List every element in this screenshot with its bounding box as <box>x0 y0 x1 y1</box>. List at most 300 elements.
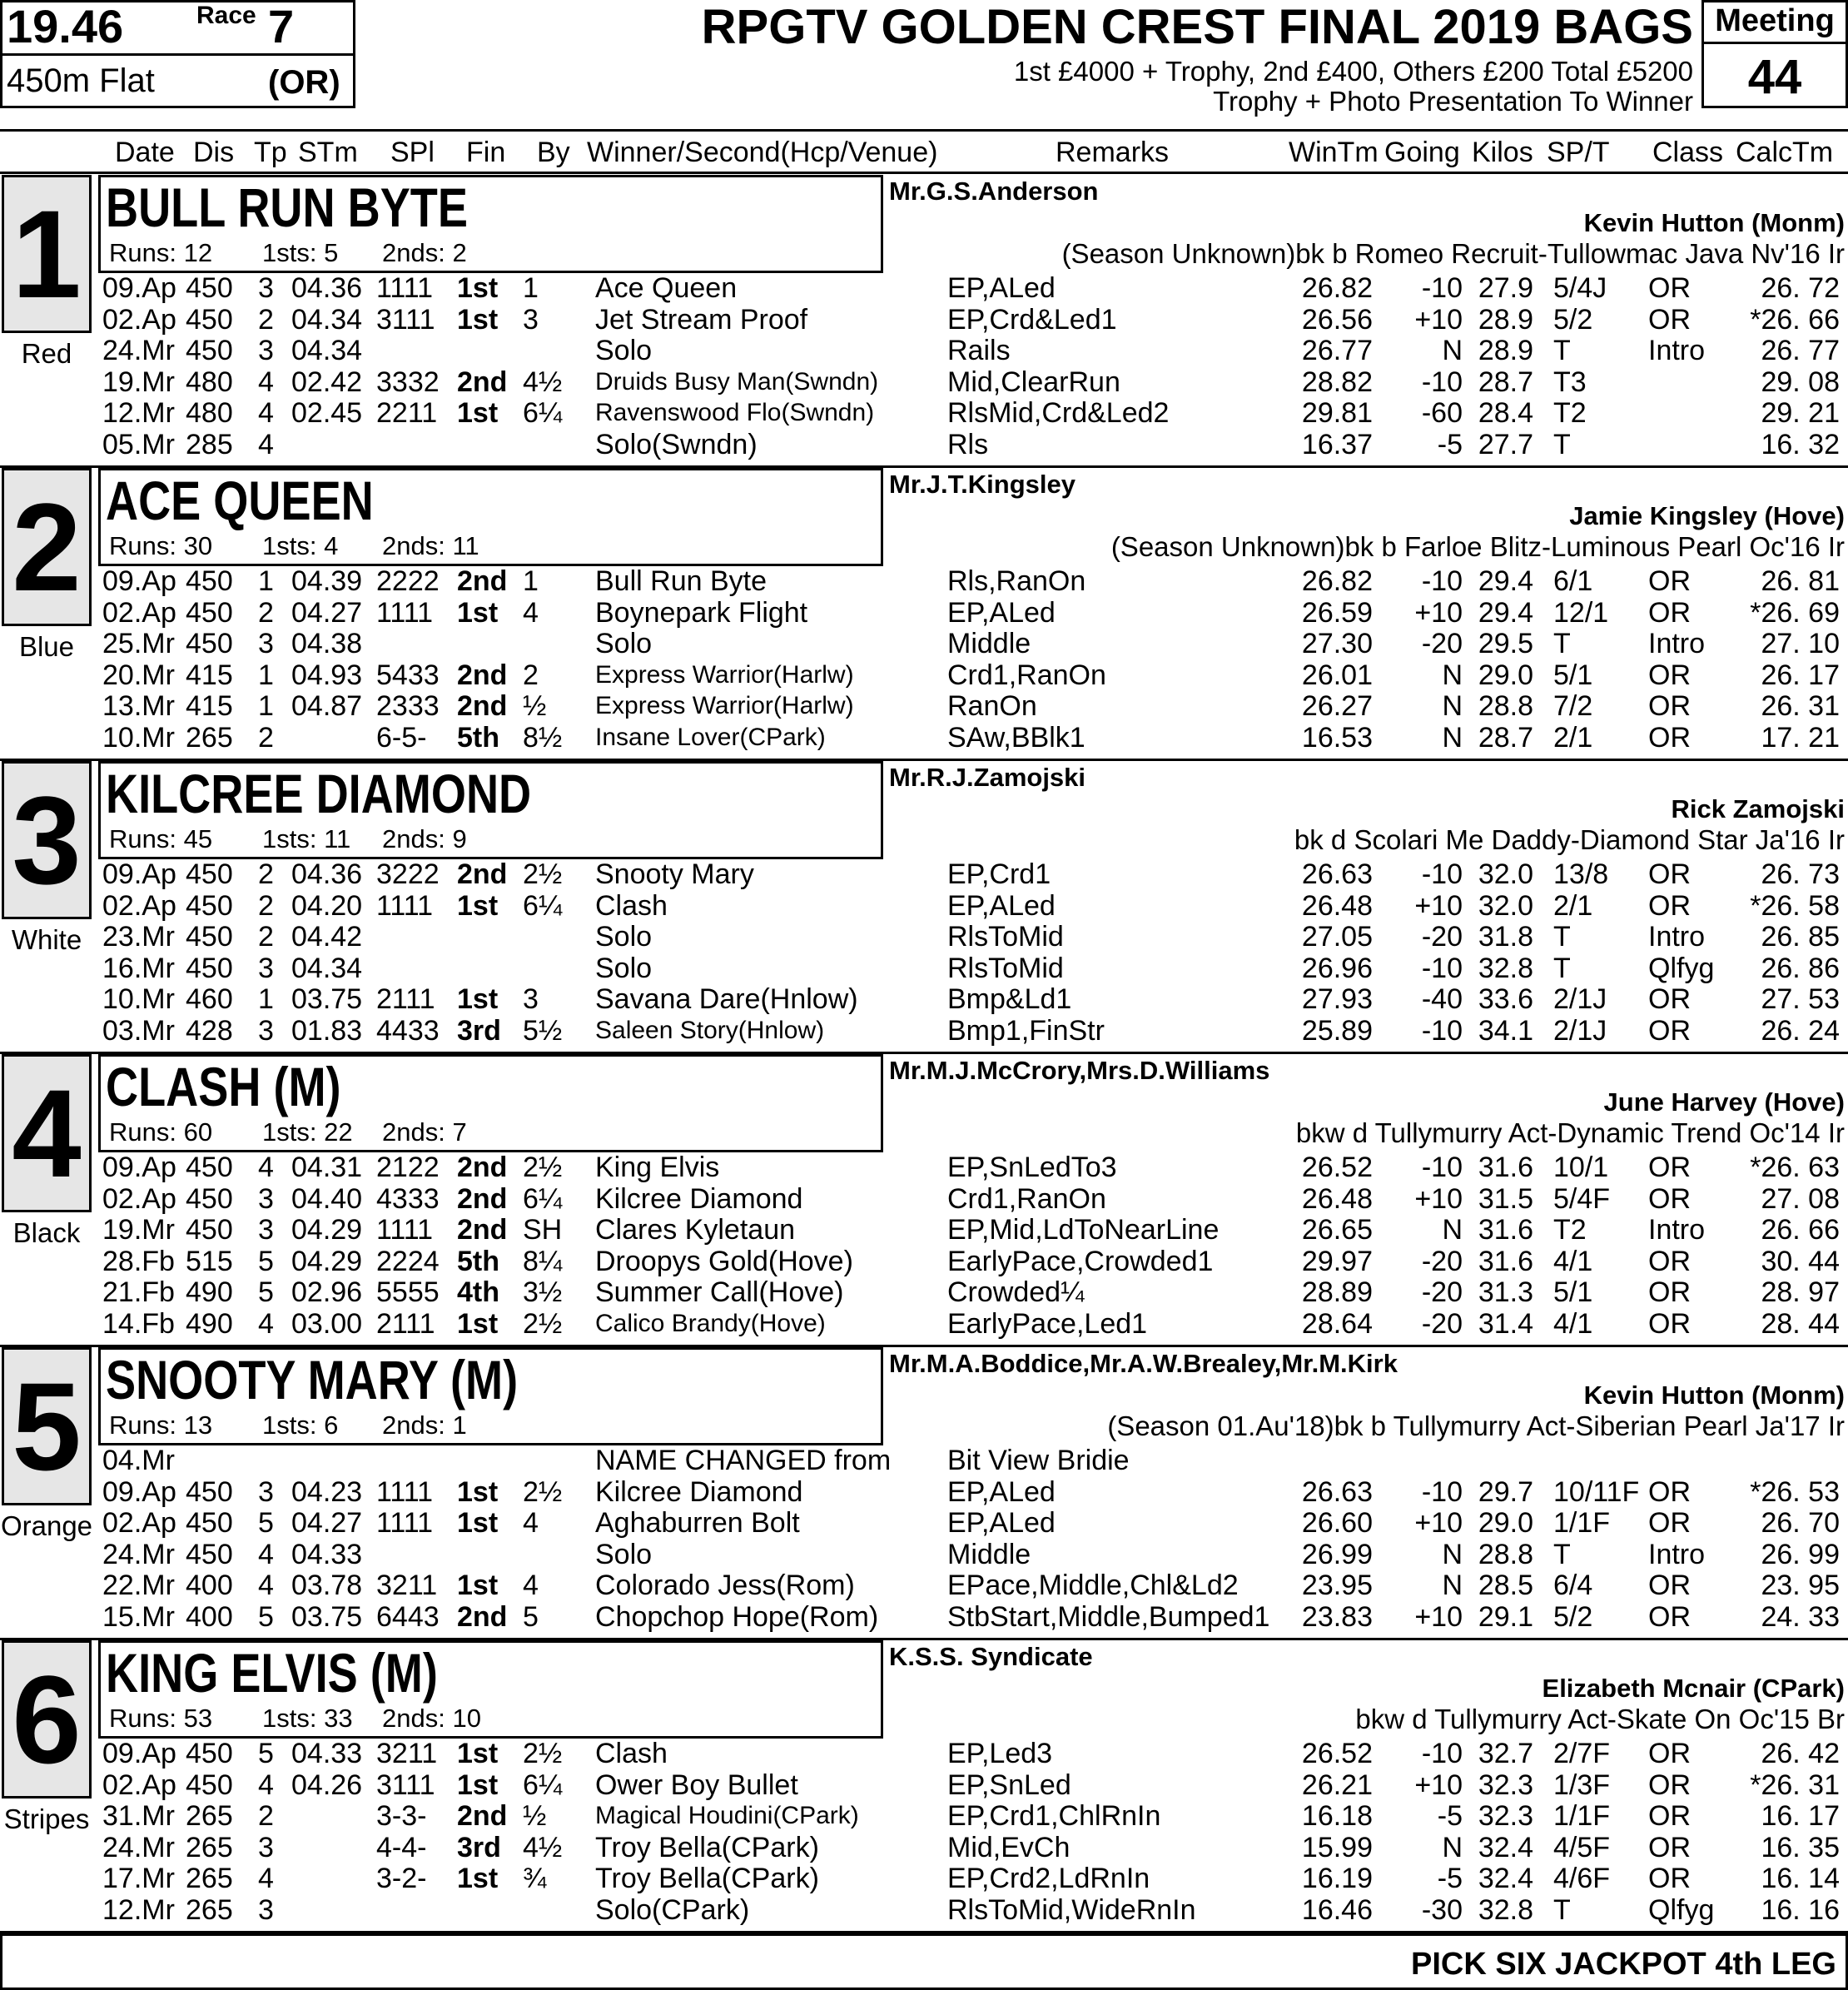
form-going: -10 <box>1421 858 1463 890</box>
form-date: 24.Mr <box>102 1538 175 1570</box>
form-class: OR <box>1648 1831 1691 1863</box>
form-remarks: EP,ALed <box>947 1507 1056 1540</box>
col-date: Date <box>115 137 175 168</box>
form-by: 2½ <box>523 858 563 890</box>
form-remarks: RanOn <box>947 690 1037 723</box>
trap-color: Blue <box>18 631 75 662</box>
form-row <box>0 953 1848 984</box>
form-by: 3½ <box>523 1276 563 1309</box>
form-calctm: *26. 31 <box>1750 1769 1840 1801</box>
form-tp: 5 <box>258 1601 274 1633</box>
form-kilos: 32.0 <box>1478 858 1533 890</box>
form-by: 3 <box>523 303 539 336</box>
form-stm: 04.40 <box>291 1182 363 1215</box>
form-tp: 1 <box>258 690 274 723</box>
form-dis: 450 <box>186 1769 233 1801</box>
form-spt: 7/2 <box>1553 690 1593 723</box>
form-wintm: 27.30 <box>1301 628 1373 660</box>
form-tp: 5 <box>258 1738 274 1769</box>
form-tp: 4 <box>258 1570 274 1602</box>
form-spt: 4/1 <box>1553 1308 1593 1340</box>
form-going: N <box>1442 1214 1463 1246</box>
form-winner: Ace Queen <box>595 272 738 304</box>
form-spt: 5/4J <box>1553 272 1607 304</box>
form-spl: 3-3- <box>376 1800 427 1833</box>
form-dis: 490 <box>186 1308 233 1340</box>
form-wintm: 26.52 <box>1301 1152 1373 1183</box>
form-wintm: 26.27 <box>1301 690 1373 723</box>
form-dis: 265 <box>186 1800 233 1833</box>
form-row <box>0 1214 1848 1246</box>
form-class: OR <box>1648 1738 1691 1769</box>
col-dis: Dis <box>193 137 235 168</box>
form-going: N <box>1442 722 1463 754</box>
form-dis: 450 <box>186 596 233 629</box>
form-fin: 1st <box>457 1308 499 1340</box>
form-spt: 12/1 <box>1553 596 1609 629</box>
presentation-note: Trophy + Photo Presentation To Winner <box>1213 86 1693 117</box>
race-info-divider <box>0 53 355 56</box>
form-calctm: 28. 97 <box>1761 1276 1840 1309</box>
form-going: -10 <box>1421 565 1463 597</box>
form-dis: 450 <box>186 628 233 660</box>
form-wintm: 26.59 <box>1301 596 1373 629</box>
form-dis: 450 <box>186 1538 233 1570</box>
form-row <box>0 1276 1848 1308</box>
form-spt: T3 <box>1553 366 1587 398</box>
form-dis: 450 <box>186 858 233 890</box>
form-spt: 1/1F <box>1553 1800 1611 1833</box>
form-fin: 1st <box>457 1570 499 1602</box>
form-date: 12.Mr <box>102 397 175 430</box>
form-kilos: 28.8 <box>1478 690 1533 723</box>
form-tp: 1 <box>258 659 274 691</box>
note-text: NAME CHANGED from <box>595 1445 892 1476</box>
form-dis: 450 <box>186 1214 233 1246</box>
form-winner: Solo <box>595 952 653 984</box>
seconds-count: 2nds: 11 <box>382 531 479 560</box>
form-spt: 5/2 <box>1553 303 1593 336</box>
owner-name: Mr.M.A.Boddice,Mr.A.W.Brealey,Mr.M.Kirk <box>889 1349 1398 1378</box>
form-going: -20 <box>1421 1308 1463 1340</box>
form-row <box>0 983 1848 1015</box>
form-spl: 4333 <box>376 1182 440 1215</box>
form-row <box>0 597 1848 629</box>
form-kilos: 31.6 <box>1478 1152 1533 1183</box>
form-kilos: 32.3 <box>1478 1769 1533 1801</box>
form-date: 02.Ap <box>102 1507 176 1540</box>
col-stm: STm <box>298 137 358 168</box>
trainer-name: Elizabeth Mcnair (CPark) <box>1542 1674 1845 1703</box>
form-calctm: 27. 08 <box>1761 1182 1840 1215</box>
form-by: 6¼ <box>523 889 563 922</box>
form-calctm: 26. 81 <box>1761 565 1840 597</box>
form-kilos: 29.1 <box>1478 1601 1533 1633</box>
form-dis: 450 <box>186 889 233 922</box>
form-date: 09.Ap <box>102 565 176 597</box>
form-row <box>0 1476 1848 1508</box>
form-calctm: *26. 53 <box>1750 1475 1840 1508</box>
form-row <box>0 1863 1848 1894</box>
form-dis: 265 <box>186 722 233 754</box>
form-row <box>0 1308 1848 1340</box>
form-stm: 04.34 <box>291 335 363 367</box>
form-stm: 03.00 <box>291 1308 363 1340</box>
form-winner: Droopys Gold(Hove) <box>595 1245 853 1277</box>
form-dis: 415 <box>186 659 233 691</box>
form-stm: 04.39 <box>291 565 363 597</box>
form-going: -20 <box>1421 1245 1463 1277</box>
form-winner: Kilcree Diamond <box>595 1475 803 1508</box>
form-fin: 2nd <box>457 1152 508 1183</box>
form-remarks: SAw,BBlk1 <box>947 722 1085 754</box>
form-wintm: 26.52 <box>1301 1738 1373 1769</box>
col-winner: Winner/Second(Hcp/Venue) <box>587 137 938 168</box>
form-by: 2½ <box>523 1738 563 1769</box>
dog-name: CLASH (M) <box>106 1056 341 1117</box>
form-by: ½ <box>523 1800 547 1833</box>
form-tp: 3 <box>258 1182 274 1215</box>
form-dis: 450 <box>186 921 233 953</box>
form-class: OR <box>1648 596 1691 629</box>
form-calctm: 26. 99 <box>1761 1538 1840 1570</box>
form-class: OR <box>1648 1507 1691 1540</box>
form-going: -40 <box>1421 983 1463 1016</box>
form-row <box>0 565 1848 597</box>
form-calctm: 16. 17 <box>1761 1800 1840 1833</box>
form-remarks: RlsToMid,WideRnIn <box>947 1894 1196 1926</box>
form-by: 1 <box>523 565 539 597</box>
col-class: Class <box>1652 137 1724 168</box>
form-stm: 04.29 <box>291 1245 363 1277</box>
form-wintm: 26.56 <box>1301 303 1373 336</box>
form-row <box>0 921 1848 953</box>
form-spl: 1111 <box>376 1507 434 1540</box>
form-calctm: 27. 10 <box>1761 628 1840 660</box>
form-date: 21.Fb <box>102 1276 175 1309</box>
form-spt: 6/1 <box>1553 565 1593 597</box>
form-fin: 1st <box>457 1738 499 1769</box>
form-remarks: EP,SnLed <box>947 1769 1071 1801</box>
trap-number: 1 <box>2 175 92 333</box>
form-remarks: RlsToMid <box>947 921 1064 953</box>
form-wintm: 26.82 <box>1301 565 1373 597</box>
form-calctm: *26. 69 <box>1750 596 1840 629</box>
form-spt: 1/1F <box>1553 1507 1611 1540</box>
form-row <box>0 1800 1848 1832</box>
form-tp: 2 <box>258 1800 274 1833</box>
form-going: N <box>1442 1570 1463 1602</box>
form-winner: Troy Bella(CPark) <box>595 1863 819 1895</box>
form-spl: 2222 <box>376 565 440 597</box>
form-wintm: 26.63 <box>1301 1475 1373 1508</box>
form-going: N <box>1442 1831 1463 1863</box>
form-class: Intro <box>1648 921 1706 953</box>
form-fin: 1st <box>457 303 499 336</box>
form-calctm: 26. 24 <box>1761 1015 1840 1047</box>
form-spt: 5/2 <box>1553 1601 1593 1633</box>
form-winner: Summer Call(Hove) <box>595 1276 844 1309</box>
form-tp: 3 <box>258 1015 274 1047</box>
seconds-count: 2nds: 10 <box>382 1704 481 1733</box>
form-calctm: 24. 33 <box>1761 1601 1840 1633</box>
form-calctm: 29. 21 <box>1761 397 1840 430</box>
form-by: 6¼ <box>523 1182 563 1215</box>
form-spt: 2/1 <box>1553 722 1593 754</box>
form-tp: 4 <box>258 1769 274 1801</box>
form-date: 12.Mr <box>102 1894 175 1926</box>
form-remarks: EP,ALed <box>947 272 1056 304</box>
form-tp: 3 <box>258 272 274 304</box>
form-tp: 4 <box>258 1538 274 1570</box>
form-date: 16.Mr <box>102 952 175 984</box>
form-going: -10 <box>1421 1738 1463 1769</box>
firsts-count: 1sts: 33 <box>262 1704 353 1733</box>
form-spl: 2211 <box>376 397 438 430</box>
form-remarks: Crowded¼ <box>947 1276 1085 1309</box>
form-spl: 2111 <box>376 1308 435 1340</box>
form-date: 19.Mr <box>102 1214 175 1246</box>
form-row <box>0 335 1848 366</box>
form-going: -10 <box>1421 272 1463 304</box>
dog-name: BULL RUN BYTE <box>106 177 468 238</box>
form-spl: 1111 <box>376 1214 434 1246</box>
form-winner: Clash <box>595 1738 668 1769</box>
form-spl: 3-2- <box>376 1863 427 1895</box>
form-kilos: 28.4 <box>1478 397 1533 430</box>
form-dis: 450 <box>186 565 233 597</box>
form-winner: Insane Lover(CPark) <box>595 724 826 751</box>
form-tp: 1 <box>258 565 274 597</box>
form-remarks: EP,ALed <box>947 596 1056 629</box>
form-tp: 3 <box>258 1214 274 1246</box>
form-row <box>0 1246 1848 1277</box>
form-kilos: 31.6 <box>1478 1245 1533 1277</box>
form-calctm: 16. 35 <box>1761 1831 1840 1863</box>
form-wintm: 26.65 <box>1301 1214 1373 1246</box>
form-spl: 3211 <box>376 1738 438 1769</box>
form-by: 2½ <box>523 1308 563 1340</box>
form-wintm: 26.21 <box>1301 1769 1373 1801</box>
form-by: 1 <box>523 272 539 304</box>
form-tp: 3 <box>258 1475 274 1508</box>
form-stm: 04.34 <box>291 303 363 336</box>
form-date: 09.Ap <box>102 272 176 304</box>
form-dis: 450 <box>186 952 233 984</box>
col-kilos: Kilos <box>1472 137 1533 168</box>
form-remarks: EP,ALed <box>947 1475 1056 1508</box>
form-calctm: 28. 44 <box>1761 1308 1840 1340</box>
form-date: 10.Mr <box>102 722 175 754</box>
form-date: 25.Mr <box>102 628 175 660</box>
dog-name-box <box>98 175 883 273</box>
form-calctm: 26. 42 <box>1761 1738 1840 1769</box>
form-fin: 4th <box>457 1276 499 1309</box>
form-spt: 4/5F <box>1553 1831 1611 1863</box>
firsts-count: 1sts: 11 <box>262 824 351 853</box>
form-wintm: 26.01 <box>1301 659 1373 691</box>
form-row <box>0 1769 1848 1801</box>
form-kilos: 32.0 <box>1478 889 1533 922</box>
form-dis: 265 <box>186 1894 233 1926</box>
form-spl: 2111 <box>376 983 435 1016</box>
form-date: 14.Fb <box>102 1308 175 1340</box>
form-spl: 3111 <box>376 1769 435 1801</box>
form-tp: 5 <box>258 1507 274 1540</box>
form-calctm: 26. 73 <box>1761 858 1840 890</box>
form-fin: 1st <box>457 272 499 304</box>
form-remarks: EP,Mid,LdToNearLine <box>947 1214 1220 1246</box>
form-going: N <box>1442 1538 1463 1570</box>
form-calctm: *26. 63 <box>1750 1152 1840 1183</box>
form-tp: 5 <box>258 1245 274 1277</box>
form-going: -30 <box>1421 1894 1463 1926</box>
form-dis: 400 <box>186 1601 233 1633</box>
form-calctm: *26. 58 <box>1750 889 1840 922</box>
form-winner: Solo(CPark) <box>595 1894 750 1926</box>
form-dis: 450 <box>186 1738 233 1769</box>
form-tp: 2 <box>258 303 274 336</box>
form-dis: 450 <box>186 303 233 336</box>
seconds-count: 2nds: 1 <box>382 1410 467 1440</box>
runs-count: Runs: 13 <box>109 1410 213 1440</box>
form-fin: 1st <box>457 983 499 1016</box>
form-spt: 2/1J <box>1553 983 1607 1016</box>
race-distance: 450m Flat <box>7 62 155 99</box>
form-fin: 2nd <box>457 366 508 398</box>
form-fin: 2nd <box>457 690 508 723</box>
form-by: SH <box>523 1214 563 1246</box>
form-tp: 3 <box>258 952 274 984</box>
column-header-rule <box>0 172 1848 174</box>
form-tp: 2 <box>258 596 274 629</box>
form-spt: 5/1 <box>1553 1276 1593 1309</box>
form-calctm: 26. 66 <box>1761 1214 1840 1246</box>
form-kilos: 28.9 <box>1478 303 1533 336</box>
form-spt: 4/6F <box>1553 1863 1611 1895</box>
form-wintm: 26.63 <box>1301 858 1373 890</box>
form-date: 20.Mr <box>102 659 175 691</box>
form-date: 09.Ap <box>102 1738 176 1769</box>
form-going: -60 <box>1421 397 1463 430</box>
form-spt: T <box>1553 921 1571 953</box>
trainer-name: Kevin Hutton (Monm) <box>1583 208 1845 237</box>
form-kilos: 29.5 <box>1478 628 1533 660</box>
form-remarks: EP,Crd1 <box>947 858 1051 890</box>
firsts-count: 1sts: 6 <box>262 1410 339 1440</box>
form-tp: 3 <box>258 1894 274 1926</box>
form-tp: 1 <box>258 983 274 1016</box>
form-row <box>0 890 1848 922</box>
trainer-name: Rick Zamojski <box>1671 794 1845 823</box>
form-stm: 04.42 <box>291 921 363 953</box>
owner-name: Mr.G.S.Anderson <box>889 177 1099 206</box>
trap-number: 6 <box>2 1640 92 1798</box>
trap-color: Orange <box>0 1510 93 1541</box>
form-winner: Chopchop Hope(Rom) <box>595 1601 879 1633</box>
form-row <box>0 1601 1848 1633</box>
prize-money: 1st £4000 + Trophy, 2nd £400, Others £200 Total £5200 <box>1013 56 1693 87</box>
form-row <box>0 1507 1848 1539</box>
form-stm: 03.78 <box>291 1570 363 1602</box>
form-spt: T <box>1553 429 1571 460</box>
owner-name: Mr.J.T.Kingsley <box>889 470 1076 499</box>
form-winner: Troy Bella(CPark) <box>595 1831 819 1863</box>
form-fin: 1st <box>457 397 499 430</box>
form-remarks: EP,Crd&Led1 <box>947 303 1117 336</box>
form-fin: 2nd <box>457 1182 508 1215</box>
form-spt: 2/7F <box>1553 1738 1611 1769</box>
form-winner: Kilcree Diamond <box>595 1182 803 1215</box>
form-spl: 6-5- <box>376 722 427 754</box>
form-by: 8¼ <box>523 1245 563 1277</box>
column-header-row <box>0 137 1848 168</box>
form-stm: 04.34 <box>291 952 363 984</box>
trap-number: 4 <box>2 1054 92 1212</box>
dog-name: KILCREE DIAMOND <box>106 763 532 824</box>
form-class: OR <box>1648 659 1691 691</box>
footer-text: PICK SIX JACKPOT 4th LEG <box>1411 1947 1836 1982</box>
col-remarks: Remarks <box>1056 137 1170 168</box>
form-winner: Solo(Swndn) <box>595 429 758 460</box>
form-calctm: 29. 08 <box>1761 366 1840 398</box>
form-row <box>0 1570 1848 1601</box>
form-winner: Saleen Story(Hnlow) <box>595 1017 825 1044</box>
form-kilos: 28.5 <box>1478 1570 1533 1602</box>
form-dis: 285 <box>186 429 233 460</box>
form-spl: 1111 <box>376 1475 434 1508</box>
firsts-count: 1sts: 4 <box>262 531 339 560</box>
owner-name: Mr.R.J.Zamojski <box>889 763 1086 792</box>
form-spl: 1111 <box>376 889 434 922</box>
dog-name-box <box>98 761 883 859</box>
form-date: 15.Mr <box>102 1601 175 1633</box>
form-winner: Savana Dare(Hnlow) <box>595 983 858 1016</box>
form-class: OR <box>1648 303 1691 336</box>
form-stm: 04.23 <box>291 1475 363 1508</box>
trap-color: White <box>11 924 82 955</box>
form-spt: 5/1 <box>1553 659 1593 691</box>
form-stm: 04.31 <box>291 1152 363 1183</box>
form-winner: Clares Kyletaun <box>595 1214 796 1246</box>
trap-number: 2 <box>2 468 92 626</box>
form-by: 3 <box>523 983 539 1016</box>
dog-name: KING ELVIS (M) <box>106 1642 438 1704</box>
trap-number: 3 <box>2 761 92 919</box>
form-by: ¾ <box>523 1863 547 1895</box>
seconds-count: 2nds: 9 <box>382 824 467 853</box>
form-calctm: 16. 14 <box>1761 1863 1840 1895</box>
form-spt: T2 <box>1553 397 1587 430</box>
form-class: OR <box>1648 858 1691 890</box>
form-stm: 04.93 <box>291 659 363 691</box>
form-fin: 1st <box>457 1769 499 1801</box>
form-remarks: Rails <box>947 335 1011 367</box>
form-spt: 1/3F <box>1553 1769 1611 1801</box>
breeding-info: (Season Unknown)bk b Romeo Recruit-Tullowmac Java Nv'16 Ir <box>1061 238 1845 269</box>
trainer-name: Kevin Hutton (Monm) <box>1583 1381 1845 1410</box>
form-stm: 04.20 <box>291 889 363 922</box>
form-stm: 04.33 <box>291 1538 363 1570</box>
form-going: -10 <box>1421 366 1463 398</box>
owner-name: K.S.S. Syndicate <box>889 1642 1093 1671</box>
form-row <box>0 1015 1848 1047</box>
form-class: OR <box>1648 690 1691 723</box>
form-spt: 6/4 <box>1553 1570 1593 1602</box>
form-date: 03.Mr <box>102 1015 175 1047</box>
form-row <box>0 304 1848 336</box>
form-wintm: 25.89 <box>1301 1015 1373 1047</box>
